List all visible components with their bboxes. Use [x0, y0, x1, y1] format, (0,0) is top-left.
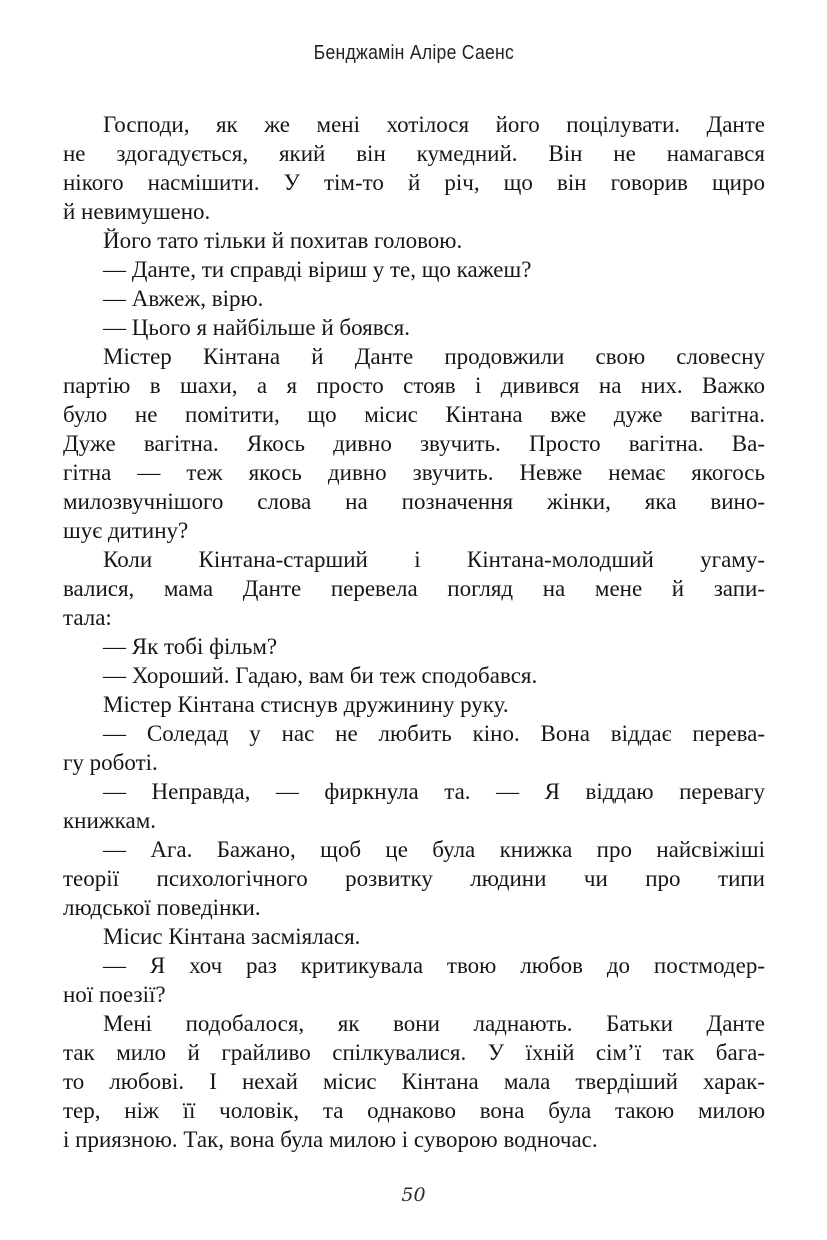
- text-line: — Як тобі фільм?: [103, 634, 278, 659]
- running-header-author: Бенджамін Аліре Саенс: [313, 42, 514, 64]
- paragraph: [63, 719, 765, 777]
- text-line: нікого насмішити. У тім-то й річ, що він говорив щиро: [63, 170, 765, 195]
- text-line: валися, мама Данте перевела погляд на мене й запи-: [63, 576, 765, 601]
- text-line: Місис Кінтана засміялася.: [103, 924, 361, 949]
- text-body: [63, 110, 765, 1154]
- text-line: тала:: [63, 605, 112, 630]
- text-line: — Я хоч раз критикувала твою любов до постмодер-: [103, 953, 765, 978]
- paragraph: [63, 226, 765, 255]
- text-line: — Соледад у нас не любить кіно. Вона віддає перева-: [103, 721, 765, 746]
- paragraph: [63, 342, 765, 545]
- paragraph: [63, 777, 765, 835]
- page-number: 50: [401, 1184, 426, 1206]
- paragraph: [63, 632, 765, 661]
- text-line: і приязною. Так, вона була милою і суворою водночас.: [63, 1127, 598, 1152]
- text-line: так мило й грайливо спілкувалися. У їхній сім’ї так бага-: [63, 1040, 765, 1065]
- text-line: гу роботі.: [63, 750, 158, 775]
- paragraph: [63, 690, 765, 719]
- text-line: Коли Кінтана-старший і Кінтана-молодший угаму-: [103, 547, 765, 572]
- paragraph: [63, 922, 765, 951]
- paragraph: [63, 835, 765, 922]
- paragraph: [63, 1009, 765, 1154]
- text-line: людської поведінки.: [63, 895, 261, 920]
- text-line: шує дитину?: [63, 518, 189, 543]
- paragraph: [63, 545, 765, 632]
- text-line: гітна — теж якось дивно звучить. Невже немає якогось: [63, 460, 765, 485]
- text-line: Містер Кінтана й Данте продовжили свою словесну: [103, 344, 765, 369]
- running-header: [0, 42, 827, 65]
- text-line: Мені подобалося, як вони ладнають. Батьки Данте: [103, 1011, 765, 1036]
- text-line: Дуже вагітна. Якось дивно звучить. Просто вагітна. Ва-: [63, 431, 765, 456]
- text-line: й невимушено.: [63, 199, 211, 224]
- text-line: Містер Кінтана стиснув дружинину руку.: [103, 692, 509, 717]
- text-line: Його тато тільки й похитав головою.: [103, 228, 463, 253]
- text-line: ної поезії?: [63, 982, 166, 1007]
- text-line: книжкам.: [63, 808, 157, 833]
- text-line: Господи, як же мені хотілося його поцілувати. Данте: [103, 112, 765, 137]
- text-line: милозвучнішого слова на позначення жінки, яка вино-: [63, 489, 765, 514]
- text-line: тер, ніж її чоловік, та однаково вона була такою милою: [63, 1098, 765, 1123]
- page-footer: [0, 1184, 827, 1206]
- text-line: то любові. І нехай місис Кінтана мала твердіший харак-: [63, 1069, 765, 1094]
- paragraph: [63, 661, 765, 690]
- paragraph: [63, 110, 765, 226]
- text-line: — Ага. Бажано, щоб це була книжка про найсвіжіші: [103, 837, 765, 862]
- text-line: теорії психологічного розвитку людини чи про типи: [63, 866, 765, 891]
- text-line: — Авжеж, вірю.: [103, 286, 264, 311]
- paragraph: [63, 284, 765, 313]
- text-line: — Данте, ти справді віриш у те, що кажеш?: [103, 257, 532, 282]
- text-line: — Неправда, — фиркнула та. — Я віддаю перевагу: [103, 779, 765, 804]
- text-line: було не помітити, що місис Кінтана вже дуже вагітна.: [63, 402, 765, 427]
- text-line: партію в шахи, а я просто стояв і дивився на них. Важко: [63, 373, 765, 398]
- paragraph: [63, 951, 765, 1009]
- paragraph: [63, 313, 765, 342]
- text-line: не здогадується, який він кумедний. Він не намагався: [63, 141, 765, 166]
- paragraph: [63, 255, 765, 284]
- text-line: — Цього я найбільше й боявся.: [103, 315, 411, 340]
- text-line: — Хороший. Гадаю, вам би теж сподобався.: [103, 663, 538, 688]
